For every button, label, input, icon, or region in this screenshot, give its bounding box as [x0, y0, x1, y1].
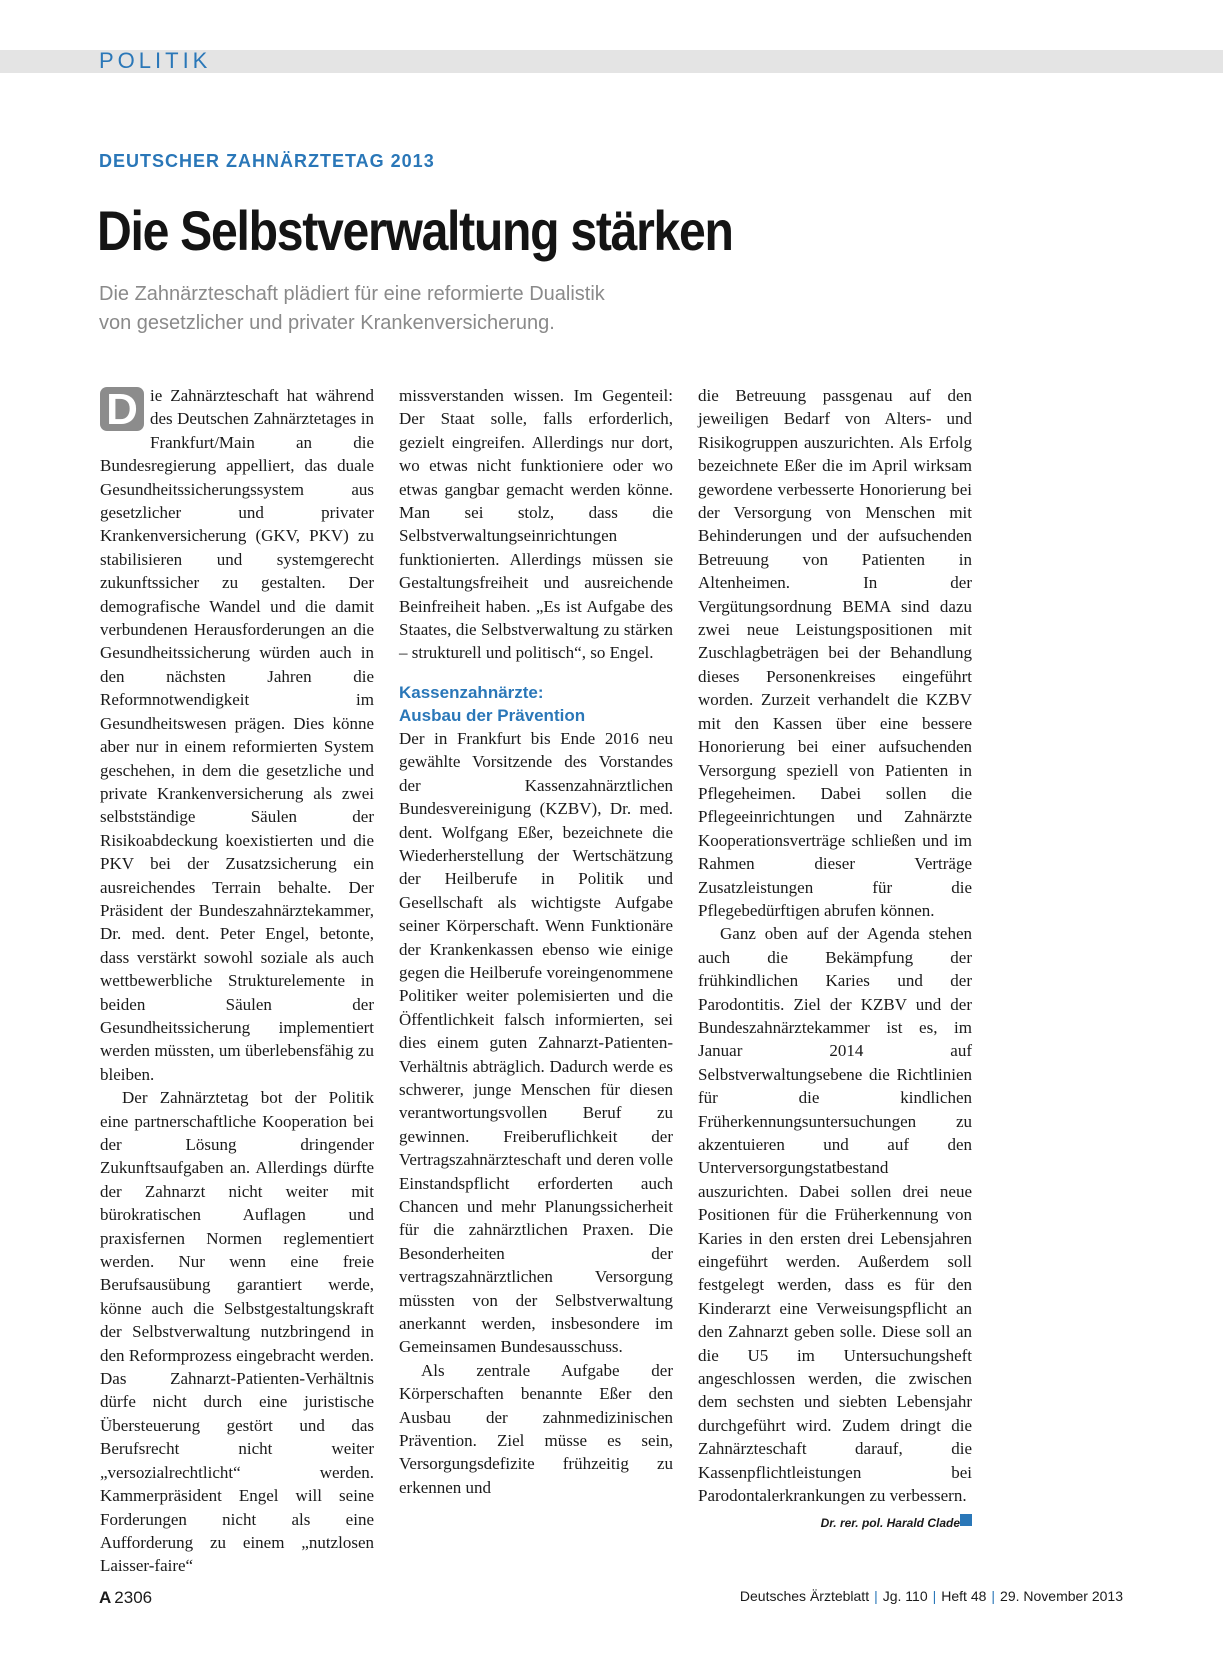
article-column-2: [399, 384, 673, 1499]
article-column-3: [698, 384, 972, 1535]
paragraph: missverstanden wissen. Im Gegenteil: Der Staat solle, falls erforderlich, gezielt eingreifen. Allerdings nur dort, wo etwas nicht funktioniere oder wo etwas gangbar gemacht werden könne. Man sei stolz, dass die Selbstverwaltungseinrichtungen funktionierten. Allerdings müssen sie Gestaltungsfreiheit und ausreichende Beinfreiheit haben. „Es ist Aufgabe des Staates, die Selbstverwaltung zu stärken – strukturell und politisch“, so Engel.: [399, 386, 673, 663]
paragraph: die Betreuung passgenau auf den jeweiligen Bedarf von Alters- und Risikogruppen auszurichten. Als Erfolg bezeichnete Eßer die im April wirksam gewordene verbesserte Honorierung bei der Versorgung von Menschen mit Behinderungen und der aufsuchenden Betreuung von Patienten in Altenheimen. In der Vergütungsordnung BEMA sind dazu zwei neue Leistungspositionen mit Zuschlagbeträgen bei der Behandlung dieses Personenkreises eingeführt worden. Zurzeit verhandelt die KZBV mit den Kassen über eine bessere Honorierung bei einer aufsuchenden Versorgung speziell von Patienten in Pflegeheimen. Dabei sollen die Pflegeeinrichtungen und Zahnärzte Kooperationsverträge schließen und im Rahmen dieser Verträge Zusatzleistungen für die Pflegebedürftigen abrufen können.: [698, 386, 972, 920]
paragraph-text: ie Zahnärzteschaft hat während des Deutschen Zahnärztetages in Frankfurt/Main an die Bundesregierung appelliert, das duale Gesundheitssicherungssystem aus gesetzlicher und privater Krankenversicherung (GKV, PKV) zu stabilisieren und systemgerecht zukunftssicher zu gestalten. Der demografische Wandel und die damit verbundenen Herausforderungen an die Gesundheitssicherung würden auch in den nächsten Jahren die Reformnotwendigkeit im Gesundheitswesen prägen. Dies könne aber nur in einem reformierten System geschehen, in dem die gesetzliche und private Krankenversicherung als zwei selbstständige Säulen der Risikoabdeckung koexistierten und die PKV bei der Zusatzsicherung ein ausreichendes Terrain behalte. Der Präsident der Bundeszahnärztekammer, Dr. med. dent. Peter Engel, betonte, dass verstärkt sowohl soziale als auch wettbewerbliche Strukturelemente in beiden Säulen der Gesundheitssicherung implementiert werden müssten, um überlebensfähig zu bleiben.: [100, 386, 374, 1084]
drop-cap: D: [100, 387, 144, 431]
subtitle-line-1: Die Zahnärzteschaft plädiert für eine reformierte Dualistik: [99, 283, 605, 305]
footer-separator: |: [991, 1588, 996, 1604]
page-prefix: A: [99, 1588, 112, 1607]
journal-name: Deutsches Ärzteblatt: [739, 1588, 870, 1604]
footer-separator: |: [932, 1588, 937, 1604]
paragraph: [100, 384, 374, 1086]
subheading: [399, 681, 673, 727]
article-title: Die Selbstverwaltung stärken: [97, 199, 733, 262]
author-byline: Dr. rer. pol. Harald Clade: [820, 1515, 960, 1530]
subtitle-line-2: von gesetzlicher und privater Krankenversicherung.: [99, 312, 555, 334]
journal-issue: Heft 48: [941, 1588, 987, 1604]
page-number-value: 2306: [114, 1588, 153, 1607]
footer-separator: |: [874, 1588, 878, 1604]
article-subtitle: [99, 280, 719, 338]
subheading-line-1: Kassenzahnärzte:: [399, 682, 544, 702]
subheading-line-2: Ausbau der Prävention: [399, 705, 586, 725]
page-number: [99, 1588, 152, 1608]
paragraph: [698, 922, 972, 1507]
article-kicker: DEUTSCHER ZAHNÄRZTETAG 2013: [99, 151, 435, 171]
paragraph: Der in Frankfurt bis Ende 2016 neu gewählte Vorsitzende des Vorstandes der Kassenzahnärztlichen Bundesvereinigung (KZBV), Dr. med. dent. Wolfgang Eßer, bezeichnete die Wiederherstellung der Wertschätzung der Heilberufe in Politik und Gesellschaft als wichtigste Aufgabe seiner Körperschaft. Wenn Funktionäre der Krankenkassen ebenso wie einige gegen die Heilberufe voreingenommene Politiker weiter polemisierten und die Öffentlichkeit falsch informierten, sei dies einem guten Zahnarzt-Patienten-Verhältnis abträglich. Dadurch werde es schwerer, junge Menschen für diesen verantwortungsvollen Beruf zu gewinnen. Freiberuflichkeit der Vertragszahnärzteschaft und deren volle Einstandspflicht erforderten auch Chancen und mehr Planungssicherheit für die zahnärztlichen Praxen. Die Besonderheiten der vertragszahnärztlichen Versorgung müssten von der Selbstverwaltung anerkannt werden, insbesondere im Gemeinsamen Bundesausschuss.: [399, 728, 673, 1357]
paragraph: Der Zahnärztetag bot der Politik eine partnerschaftliche Kooperation bei der Lösung dringender Zukunftsaufgaben an. Allerdings dürfte der Zahnarzt nicht weiter mit bürokratischen Auflagen und praxisfernen Normen reglementiert werden. Nur wenn eine freie Berufsausübung garantiert werde, könne auch die Selbstgestaltungskraft der Selbstverwaltung nutzbringend in den Reformprozess eingebracht werden. Das Zahnarzt-Patienten-Verhältnis dürfe nicht durch eine juristische Übersteuerung gestört und das Berufsrecht nicht weiter „versozialrechtlicht“ werden. Kammerpräsident Engel will seine Forderungen nicht als eine Aufforderung zu einem „nutzlosen Laisser-faire“: [100, 1088, 374, 1576]
journal-volume: Jg. 110: [882, 1588, 928, 1604]
footer-journal-info: [740, 1588, 1123, 1604]
journal-date: 29. November 2013: [1000, 1588, 1123, 1604]
paragraph-text: Ganz oben auf der Agenda stehen auch die Bekämpfung der frühkindlichen Karies und der Parodontitis. Ziel der KZBV und der Bundeszahnärztekammer ist es, im Januar 2014 auf Selbstverwaltungsebene die Richtlinien für die kindlichen Früherkennungsuntersuchungen zu akzentuieren und auf den Unterversorgungstatbestand auszurichten. Dabei sollen drei neue Positionen für die Früherkennung von Karies in den ersten drei Lebensjahren eingeführt werden. Außerdem soll festgelegt werden, dass es für den Kinderarzt eine Verweisungspflicht an den Zahnarzt geben solle. Diese soll an die U5 im Untersuchungsheft angeschlossen werden, die zwischen dem sechsten und siebten Lebensjahr durchgeführt wird. Zudem dringt die Zahnärzteschaft darauf, die Kassenpflichtleistungen bei Parodontalerkrankungen zu verbessern.: [698, 924, 972, 1506]
section-label: POLITIK: [99, 48, 212, 73]
article-column-1: [100, 384, 374, 1578]
paragraph: Als zentrale Aufgabe der Körperschaften benannte Eßer den Ausbau der zahnmedizinischen Prävention. Ziel müsse es sein, Versorgungsdefizite frühzeitig zu erkennen und: [399, 1360, 673, 1497]
end-mark-icon: [960, 1514, 972, 1526]
